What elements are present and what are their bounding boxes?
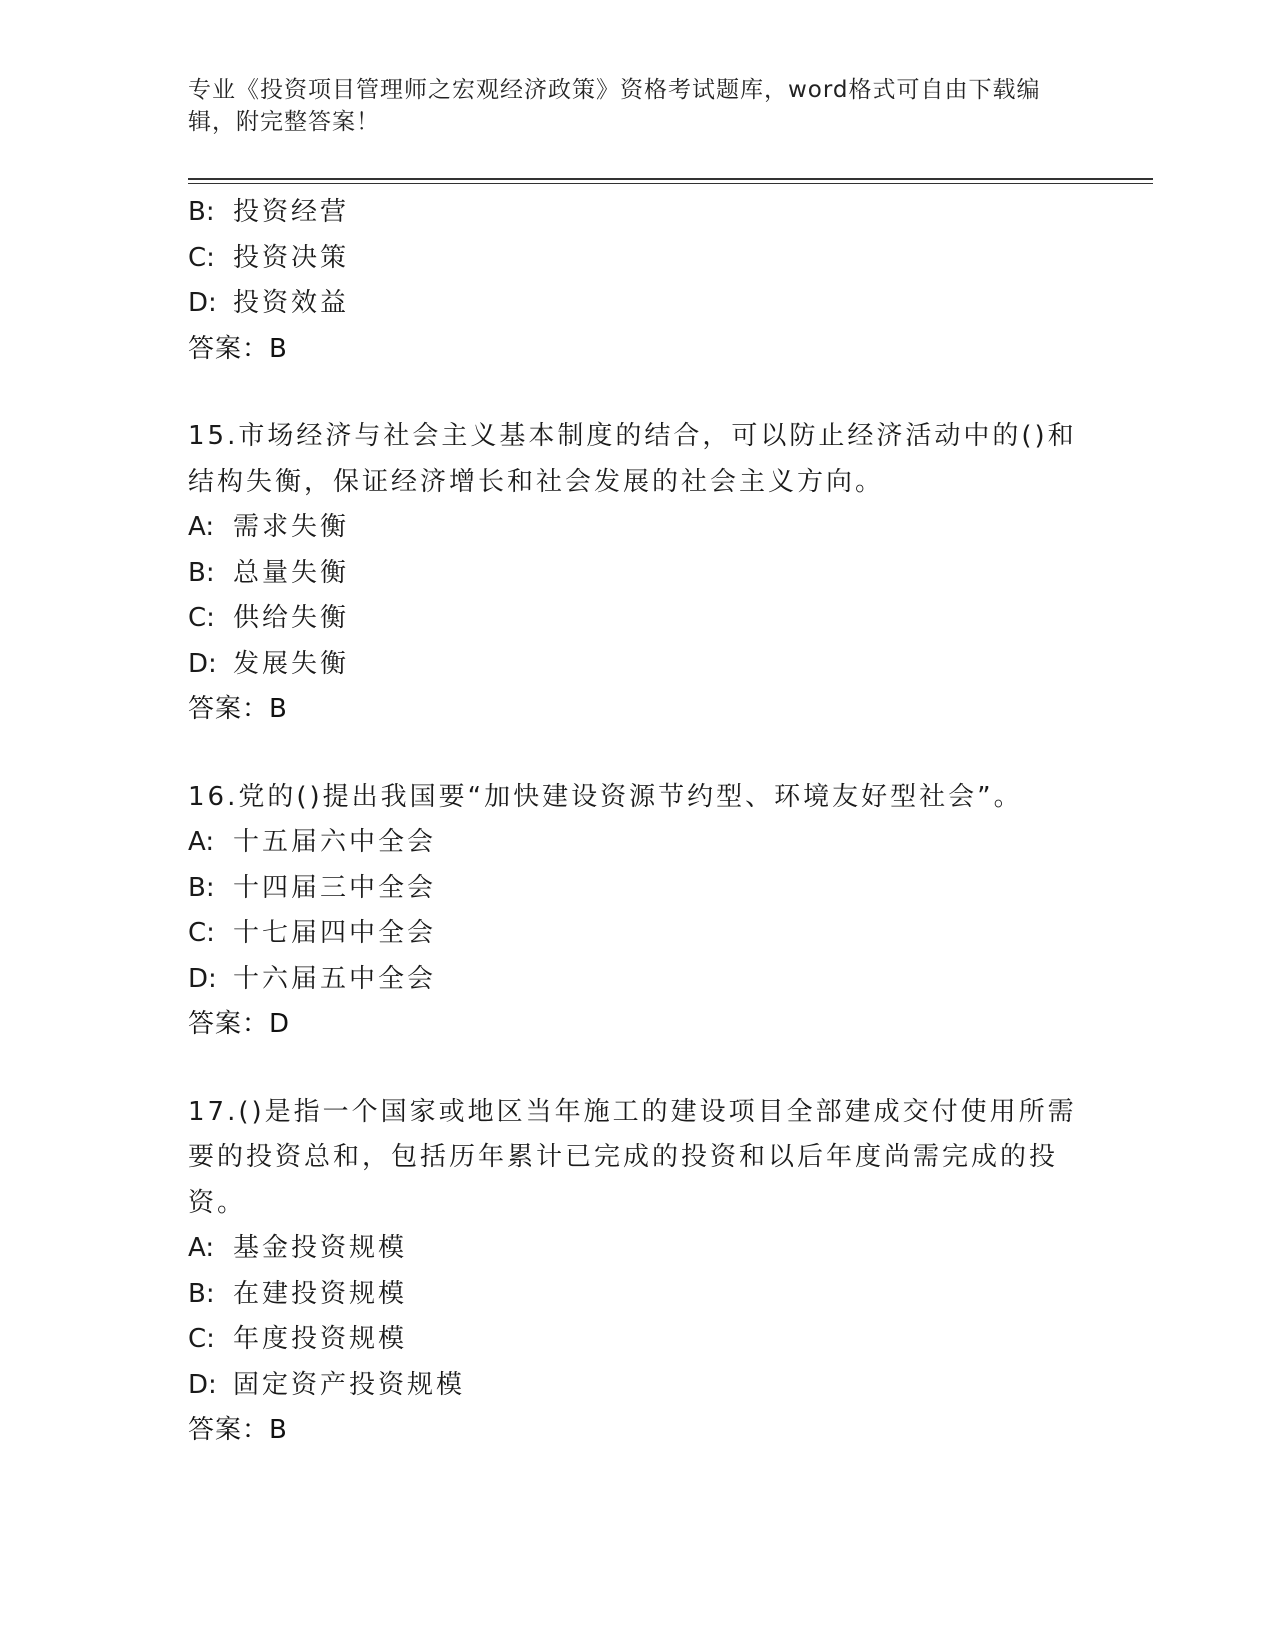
option-text: 投资经营: [233, 197, 350, 227]
option-row: [188, 190, 1088, 236]
option-key: B:: [188, 1278, 215, 1309]
option-text: 十四届三中全会: [233, 872, 437, 903]
option-key: C:: [188, 603, 215, 633]
question-stem-line: 要的投资总和，包括历年累计已完成的投资和以后年度尚需完成的投: [188, 1142, 1059, 1172]
option-key: C:: [188, 242, 215, 273]
option-text: 十六届五中全会: [233, 963, 437, 994]
option-row: [188, 505, 1088, 551]
option-text: 发展失衡: [233, 648, 350, 679]
header-line-2: 辑，附完整答案！: [188, 109, 380, 135]
option-key: B:: [188, 197, 215, 227]
option-key: B:: [188, 872, 215, 903]
option-row: [188, 1272, 1088, 1318]
option-text: 基金投资规模: [233, 1233, 408, 1263]
option-text: 需求失衡: [233, 512, 350, 542]
answer-line: 答案：B: [188, 1415, 288, 1445]
question-16: [188, 775, 1088, 1048]
option-key: B:: [188, 557, 215, 588]
question-stem-line: 结构失衡，保证经济增长和社会发展的社会主义方向。: [188, 466, 885, 497]
prev-question: [188, 190, 1088, 372]
question-stem-line: 15.市场经济与社会主义基本制度的结合，可以防止经济活动中的()和: [188, 421, 1077, 451]
option-key: A:: [188, 827, 215, 857]
header-divider: [188, 178, 1153, 184]
document-header: [188, 74, 1088, 138]
option-text: 年度投资规模: [233, 1324, 408, 1354]
option-text: 十七届四中全会: [233, 918, 437, 948]
option-key: A:: [188, 512, 215, 542]
option-text: 供给失衡: [233, 603, 350, 633]
option-row: [188, 957, 1088, 1003]
option-row: [188, 820, 1088, 866]
option-row: [188, 1226, 1088, 1272]
answer-line: 答案：D: [188, 1009, 291, 1039]
option-row: [188, 236, 1088, 282]
option-row: [188, 1363, 1088, 1409]
option-row: [188, 866, 1088, 912]
option-key: D:: [188, 648, 217, 679]
answer-line: 答案：B: [188, 694, 288, 724]
option-key: D:: [188, 1369, 217, 1400]
option-key: D:: [188, 288, 217, 318]
option-row: [188, 551, 1088, 597]
option-text: 十五届六中全会: [233, 827, 437, 857]
header-line-1: 专业《投资项目管理师之宏观经济政策》资格考试题库，word格式可自由下载编: [188, 77, 1041, 103]
question-15: [188, 414, 1088, 733]
option-text: 投资决策: [233, 242, 350, 273]
option-text: 固定资产投资规模: [233, 1369, 466, 1400]
question-17: [188, 1090, 1088, 1454]
answer-line: 答案：B: [188, 333, 288, 364]
option-key: D:: [188, 963, 217, 994]
option-key: C:: [188, 1324, 215, 1354]
option-row: [188, 281, 1088, 327]
option-key: A:: [188, 1233, 215, 1263]
option-text: 总量失衡: [233, 557, 350, 588]
option-key: C:: [188, 918, 215, 948]
option-row: [188, 1317, 1088, 1363]
question-list: [188, 190, 1088, 1454]
option-text: 投资效益: [233, 288, 350, 318]
question-stem-line: 17.()是指一个国家或地区当年施工的建设项目全部建成交付使用所需: [188, 1096, 1077, 1127]
option-row: [188, 642, 1088, 688]
option-row: [188, 911, 1088, 957]
option-row: [188, 596, 1088, 642]
option-text: 在建投资规模: [233, 1278, 408, 1309]
question-stem-line: 16.党的()提出我国要“加快建设资源节约型、环境友好型社会”。: [188, 781, 1023, 812]
question-stem-line: 资。: [188, 1187, 247, 1218]
